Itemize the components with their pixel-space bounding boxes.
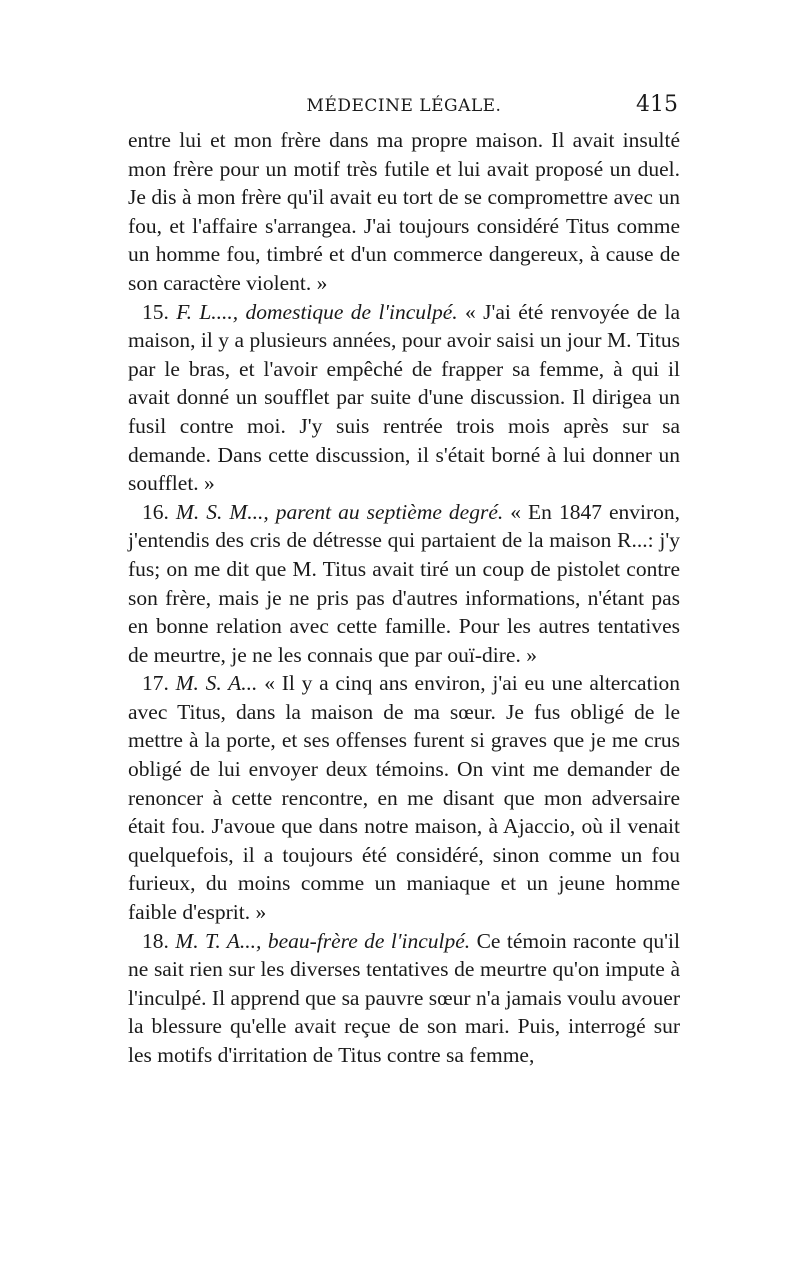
witness-label: M. T. A..., beau-frère de l'inculpé. — [175, 928, 471, 953]
testimony-16 — [128, 498, 680, 670]
witness-label: F. L...., domestique de l'inculpé. — [176, 299, 458, 324]
testimony-text: Ce témoin raconte qu'il ne sait rien sur les diverses tentatives de meurtre qu'on impute à l'inculpé. Il apprend que sa pauvre sœur n'a jamais voulu avouer la blessure qu'elle avait reçue de son mari. Puis, interrogé sur les motifs d'irritation de Titus contre sa femme, — [128, 928, 680, 1067]
entry-number: 18. — [142, 928, 169, 953]
testimony-text: « J'ai été renvoyée de la maison, il y a plusieurs années, pour avoir saisi un jour M. Titus par le bras, et l'avoir empêché de frapper sa femme, à qui il avait donné un soufflet par suite d'une discussion. Il dirigea un fusil contre moi. J'y suis rentrée trois mois après sur sa demande. Dans cette discussion, il s'était borné à lui donner un soufflet. » — [128, 299, 680, 496]
testimony-text: « Il y a cinq ans environ, j'ai eu une altercation avec Titus, dans la maison de ma sœur. Je fus obligé de le mettre à la porte, et ses offenses furent si graves que je me crus obligé de lui envoyer deux témoins. On vint me demander de renoncer à cette rencontre, en me disant que mon adversaire était fou. J'avoue que dans notre maison, à Ajaccio, où il venait quelquefois, il a toujours été considéré, sinon comme un fou furieux, du moins comme un maniaque et un jeune homme faible d'esprit. » — [128, 671, 681, 925]
paragraph-continuation — [128, 126, 680, 298]
running-title: MÉDECINE LÉGALE. — [306, 96, 502, 116]
page-number: 415 — [636, 92, 678, 117]
entry-number: 15. — [142, 299, 169, 324]
body-text — [128, 126, 680, 1070]
testimony-15 — [128, 298, 680, 498]
testimony-text: « En 1847 environ, j'entendis des cris de détresse qui partaient de la maison R...: j'y fus; on me dit que M. Titus avait tiré un coup de pistolet contre son frère, mais je ne pris pas d'autres informations, n'étant pas en bonne relation avec cette famille. Pour les autres tentatives de meurtre, je ne les connais que par ouï-dire. » — [128, 499, 681, 667]
entry-number: 16. — [142, 499, 169, 524]
page-header — [128, 92, 680, 124]
witness-label: M. S. A... — [175, 671, 258, 696]
testimony-17 — [128, 669, 680, 926]
paragraph-text: entre lui et mon frère dans ma propre maison. Il avait insulté mon frère pour un motif très futile et lui avait proposé un duel. Je dis à mon frère qu'il avait eu tort de se compromettre avec un fou, et l'affaire s'arrangea. J'ai toujours considéré Titus comme un homme fou, timbré et d'un commerce dangereux, à cause de son caractère violent. » — [128, 128, 680, 295]
witness-label: M. S. M..., parent au septième degré. — [175, 499, 504, 524]
entry-number: 17. — [142, 671, 169, 696]
testimony-18 — [128, 927, 680, 1070]
